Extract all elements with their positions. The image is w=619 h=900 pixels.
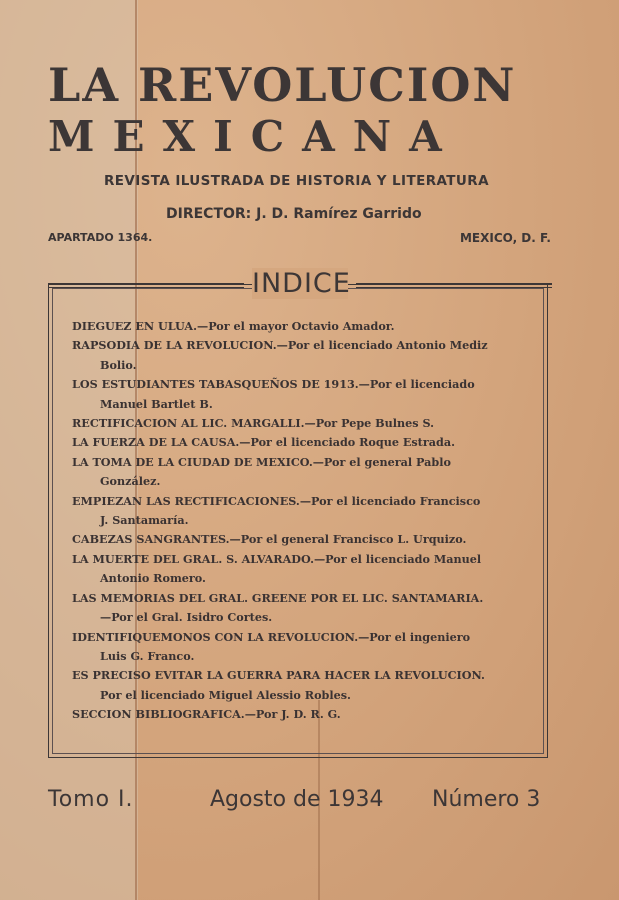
index-entry-text: LAS MEMORIAS DEL GRAL. GREENE POR EL LIC. SANTAMARIA. [72,590,484,605]
index-entry-continuation: Manuel Bartlet B. [100,396,213,411]
index-entry-continuation: —Por el Gral. Isidro Cortes. [100,610,273,625]
city-line: MEXICO, D. F. [459,231,551,245]
director-line: DIRECTOR: J. D. Ramírez Garrido [166,206,422,222]
index-entry [72,530,528,549]
index-entry [72,453,528,492]
index-entry-text: EMPIEZAN LAS RECTIFICACIONES.—Por el licenciado Francisco [72,493,481,508]
index-entry [72,375,528,414]
index-entry-text: LA FUERZA DE LA CAUSA.—Por el licenciado Roque Estrada. [72,435,455,450]
index-heading [48,268,552,302]
index-list [72,317,528,725]
index-entry [72,705,528,724]
index-entry-text: CABEZAS SANGRANTES.—Por el general Francisco L. Urquizo. [72,532,467,547]
apartado-line: APARTADO 1364. [48,231,153,244]
magazine-title-line1: LA REVOLUCION [48,58,517,112]
magazine-title-line2: MEXICANA [48,112,460,161]
index-entry [72,589,528,628]
index-rule-left [48,283,244,288]
index-entry [72,414,528,433]
index-entry [72,666,528,705]
index-rule-right [356,283,552,288]
index-entry-text: IDENTIFIQUEMONOS CON LA REVOLUCION.—Por el ingeniero [72,629,471,644]
cover-footer [0,787,619,823]
index-entry-text: ES PRECISO EVITAR LA GUERRA PARA HACER LA REVOLUCION. [72,668,485,683]
index-entry-text: LA MUERTE DEL GRAL. S. ALVARADO.—Por el licenciado Manuel [72,551,482,566]
index-entry [72,550,528,589]
index-entry [72,492,528,531]
volume-label: Tomo I. [48,787,134,812]
index-entry [72,336,528,375]
index-entry-continuation: Antonio Romero. [100,571,206,586]
index-entry [72,433,528,452]
index-entry-continuation: Por el licenciado Miguel Alessio Robles. [100,687,351,702]
index-entry-continuation: J. Santamaría. [100,513,189,528]
index-entry-continuation: Luis G. Franco. [100,648,195,663]
index-entry [72,628,528,667]
index-entry-continuation: Bolio. [100,357,137,372]
index-entry [72,317,528,336]
index-entry-text: LA TOMA DE LA CIUDAD DE MEXICO.—Por el general Pablo [72,454,451,469]
index-entry-text: SECCION BIBLIOGRAFICA.—Por J. D. R. G. [72,707,341,722]
index-entry-text: LOS ESTUDIANTES TABASQUEÑOS DE 1913.—Por el licenciado [72,377,475,392]
issue-date: Agosto de 1934 [210,787,384,812]
index-entry-text: RECTIFICACION AL LIC. MARGALLI.—Por Pepe Bulnes S. [72,416,435,431]
magazine-subtitle: REVISTA ILUSTRADA DE HISTORIA Y LITERATURA [104,173,489,189]
index-entry-continuation: González. [100,474,161,489]
index-entry-text: RAPSODIA DE LA REVOLUCION.—Por el licenciado Antonio Mediz [72,338,488,353]
index-entry-text: DIEGUEZ EN ULUA.—Por el mayor Octavio Amador. [72,319,395,333]
index-heading-label: INDICE [252,268,351,299]
issue-number: Número 3 [432,787,541,812]
